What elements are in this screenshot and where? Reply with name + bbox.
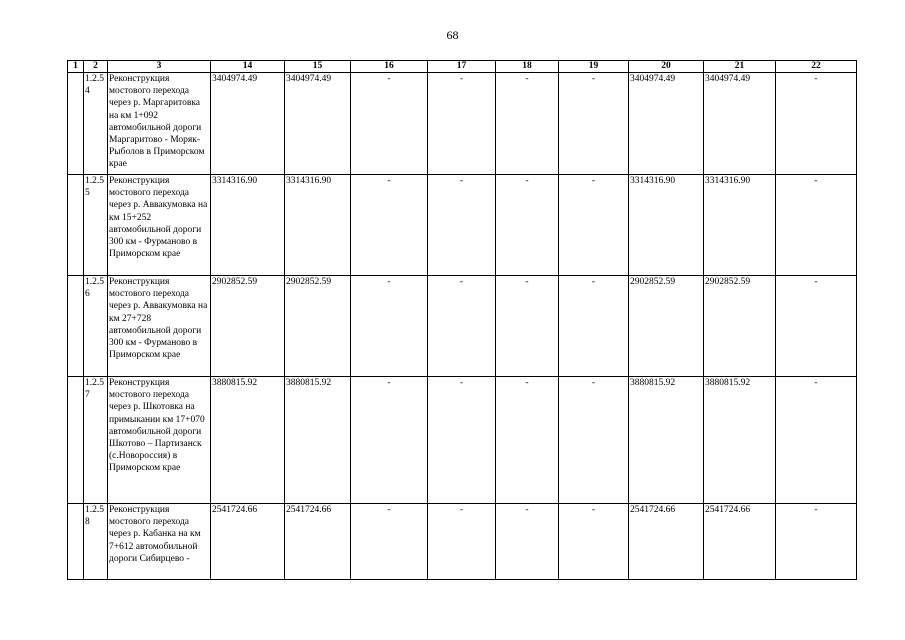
value-col-16: - [351, 175, 428, 276]
value-col-16: - [351, 504, 428, 580]
header-cell: 2 [84, 61, 108, 73]
value-col-15: 3314316.90 [285, 175, 351, 276]
value-col-17: - [428, 504, 496, 580]
value-col-21: 2541724.66 [704, 504, 776, 580]
value-col-15: 3880815.92 [285, 377, 351, 504]
row-index-cell [68, 73, 84, 175]
value-col-20: 3314316.90 [629, 175, 704, 276]
value-col-18: - [496, 377, 559, 504]
header-row [68, 61, 857, 73]
row-index-cell [68, 504, 84, 580]
item-name: Реконструкция мостового перехода через р. Шкотовка на примыкании км 17+070 автомобильной дороги Шкотово – Партизанск (с.Новороссия) в Приморском крае [108, 377, 211, 504]
value-col-20: 3404974.49 [629, 73, 704, 175]
item-name: Реконструкция мостового перехода через р. Кабанка на км 7+612 автомобильной дороги Сибирцево - [108, 504, 211, 580]
header-cell: 21 [704, 61, 776, 73]
header-cell: 3 [108, 61, 211, 73]
table-row [68, 73, 857, 175]
header-cell: 17 [428, 61, 496, 73]
value-col-14: 2902852.59 [211, 276, 285, 377]
header-cell: 15 [285, 61, 351, 73]
table-row [68, 175, 857, 276]
page-number: 68 [446, 28, 459, 42]
value-col-18: - [496, 504, 559, 580]
value-col-21: 2902852.59 [704, 276, 776, 377]
value-col-19: - [559, 276, 629, 377]
table-row [68, 276, 857, 377]
data-table [67, 60, 857, 580]
value-col-18: - [496, 276, 559, 377]
value-col-20: 3880815.92 [629, 377, 704, 504]
item-number: 1.2.5 6 [84, 276, 108, 377]
item-name: Реконструкция мостового перехода через р. Аввакумовка на км 15+252 автомобильной дороги 300 км - Фурманово в Приморском крае [108, 175, 211, 276]
value-col-19: - [559, 377, 629, 504]
value-col-22: - [776, 73, 857, 175]
header-cell: 14 [211, 61, 285, 73]
value-col-15: 3404974.49 [285, 73, 351, 175]
value-col-18: - [496, 73, 559, 175]
item-number: 1.2.5 5 [84, 175, 108, 276]
value-col-17: - [428, 73, 496, 175]
item-name: Реконструкция мостового перехода через р. Маргаритовка на км 1+092 автомобильной дороги Маргаритово - Моряк-Рыболов в Приморском крае [108, 73, 211, 175]
row-index-cell [68, 175, 84, 276]
table-row [68, 504, 857, 580]
value-col-16: - [351, 377, 428, 504]
row-index-cell [68, 377, 84, 504]
value-col-19: - [559, 73, 629, 175]
value-col-17: - [428, 175, 496, 276]
value-col-19: - [559, 175, 629, 276]
item-name: Реконструкция мостового перехода через р. Аввакумовка на км 27+728 автомобильной дороги 300 км - Фурманово в Приморском крае [108, 276, 211, 377]
header-cell: 22 [776, 61, 857, 73]
header-cell: 19 [559, 61, 629, 73]
value-col-14: 3880815.92 [211, 377, 285, 504]
value-col-21: 3404974.49 [704, 73, 776, 175]
value-col-14: 3314316.90 [211, 175, 285, 276]
value-col-22: - [776, 175, 857, 276]
value-col-19: - [559, 504, 629, 580]
value-col-21: 3314316.90 [704, 175, 776, 276]
value-col-17: - [428, 377, 496, 504]
item-number: 1.2.5 4 [84, 73, 108, 175]
header-cell: 16 [351, 61, 428, 73]
header-cell: 18 [496, 61, 559, 73]
value-col-16: - [351, 73, 428, 175]
item-number: 1.2.5 8 [84, 504, 108, 580]
header-cell: 1 [68, 61, 84, 73]
value-col-14: 2541724.66 [211, 504, 285, 580]
value-col-15: 2902852.59 [285, 276, 351, 377]
value-col-22: - [776, 377, 857, 504]
value-col-20: 2902852.59 [629, 276, 704, 377]
value-col-16: - [351, 276, 428, 377]
item-number: 1.2.5 7 [84, 377, 108, 504]
value-col-22: - [776, 276, 857, 377]
value-col-22: - [776, 504, 857, 580]
value-col-20: 2541724.66 [629, 504, 704, 580]
value-col-14: 3404974.49 [211, 73, 285, 175]
value-col-17: - [428, 276, 496, 377]
row-index-cell [68, 276, 84, 377]
value-col-15: 2541724.66 [285, 504, 351, 580]
header-cell: 20 [629, 61, 704, 73]
table-row [68, 377, 857, 504]
value-col-21: 3880815.92 [704, 377, 776, 504]
value-col-18: - [496, 175, 559, 276]
